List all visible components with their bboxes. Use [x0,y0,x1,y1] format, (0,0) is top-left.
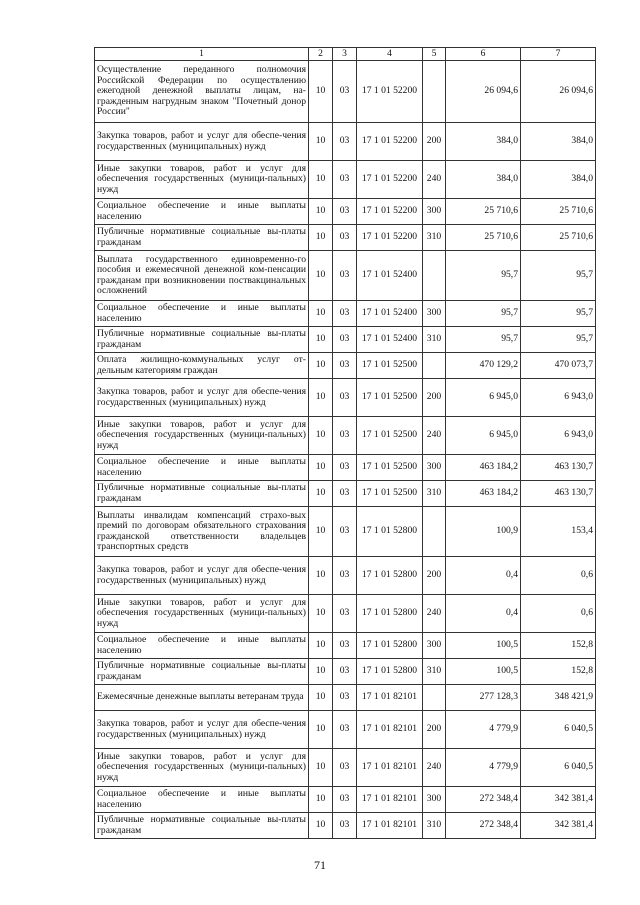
section-code-cell: 10 [309,659,333,685]
section-code-cell: 10 [309,595,333,633]
amount-col6-cell: 25 710,6 [446,199,521,225]
subsection-code-cell: 03 [333,557,357,595]
expense-type-cell: 300 [423,199,446,225]
table-row [95,301,596,327]
row-name-cell: Выплаты инвалидам компенсаций страхо-вых премий по договорам обязательного страхования гражданской ответственности владельцев транспортных средств [95,507,309,557]
section-code-cell: 10 [309,685,333,711]
section-code-cell: 10 [309,749,333,787]
row-name-cell: Оплата жилищно-коммунальных услуг от-дельным категориям граждан [95,353,309,379]
section-code-cell: 10 [309,353,333,379]
target-article-cell: 17 1 01 52200 [357,61,423,123]
target-article-cell: 17 1 01 52500 [357,417,423,455]
row-name-cell: Закупка товаров, работ и услуг для обеспе-чения государственных (муниципальных) нужд [95,557,309,595]
subsection-code-cell: 03 [333,507,357,557]
amount-col6-cell: 272 348,4 [446,787,521,813]
section-code-cell: 10 [309,123,333,161]
table-row [95,455,596,481]
target-article-cell: 17 1 01 52800 [357,595,423,633]
amount-col7-cell: 384,0 [521,123,596,161]
section-code-cell: 10 [309,711,333,749]
expense-type-cell: 200 [423,123,446,161]
expense-type-cell: 300 [423,787,446,813]
budget-table [94,47,596,839]
expense-type-cell: 310 [423,225,446,251]
row-name-cell: Иные закупки товаров, работ и услуг для обеспечения государственных (муници-пальных) нужд [95,417,309,455]
row-name-cell: Закупка товаров, работ и услуг для обеспе-чения государственных (муниципальных) нужд [95,379,309,417]
subsection-code-cell: 03 [333,633,357,659]
table-row [95,225,596,251]
subsection-code-cell: 03 [333,417,357,455]
table-row [95,199,596,225]
section-code-cell: 10 [309,481,333,507]
row-name-cell: Социальное обеспечение и иные выплаты населению [95,301,309,327]
amount-col6-cell: 272 348,4 [446,813,521,839]
amount-col6-cell: 384,0 [446,161,521,199]
target-article-cell: 17 1 01 52800 [357,659,423,685]
row-name-cell: Публичные нормативные социальные вы-платы гражданам [95,327,309,353]
amount-col6-cell: 95,7 [446,251,521,301]
amount-col6-cell: 100,5 [446,659,521,685]
table-row [95,813,596,839]
subsection-code-cell: 03 [333,123,357,161]
target-article-cell: 17 1 01 52500 [357,481,423,507]
section-code-cell: 10 [309,455,333,481]
expense-type-cell: 310 [423,813,446,839]
target-article-cell: 17 1 01 82101 [357,711,423,749]
expense-type-cell: 300 [423,633,446,659]
table-row [95,123,596,161]
header-cell: 4 [357,48,423,61]
subsection-code-cell: 03 [333,813,357,839]
amount-col7-cell: 6 040,5 [521,711,596,749]
expense-type-cell: 310 [423,659,446,685]
target-article-cell: 17 1 01 52800 [357,557,423,595]
subsection-code-cell: 03 [333,353,357,379]
target-article-cell: 17 1 01 82101 [357,685,423,711]
subsection-code-cell: 03 [333,61,357,123]
subsection-code-cell: 03 [333,251,357,301]
section-code-cell: 10 [309,61,333,123]
table-row [95,353,596,379]
amount-col6-cell: 470 129,2 [446,353,521,379]
amount-col7-cell: 0,6 [521,557,596,595]
target-article-cell: 17 1 01 52200 [357,123,423,161]
row-name-cell: Осуществление переданного полномочия Российской Федерации по осуществлению ежегодной денежной выплаты лицам, на-гражденным нагрудным знаком "Почетный донор России" [95,61,309,123]
target-article-cell: 17 1 01 52800 [357,633,423,659]
expense-type-cell: 240 [423,595,446,633]
expense-type-cell: 200 [423,711,446,749]
section-code-cell: 10 [309,199,333,225]
amount-col7-cell: 152,8 [521,633,596,659]
row-name-cell: Ежемесячные денежные выплаты ветеранам труда [95,685,309,711]
row-name-cell: Социальное обеспечение и иные выплаты населению [95,633,309,659]
target-article-cell: 17 1 01 52400 [357,251,423,301]
row-name-cell: Публичные нормативные социальные вы-платы гражданам [95,481,309,507]
table-row [95,507,596,557]
amount-col7-cell: 0,6 [521,595,596,633]
amount-col6-cell: 100,9 [446,507,521,557]
amount-col6-cell: 25 710,6 [446,225,521,251]
table-row [95,659,596,685]
expense-type-cell [423,507,446,557]
amount-col6-cell: 277 128,3 [446,685,521,711]
target-article-cell: 17 1 01 52800 [357,507,423,557]
subsection-code-cell: 03 [333,749,357,787]
amount-col7-cell: 342 381,4 [521,813,596,839]
target-article-cell: 17 1 01 52400 [357,301,423,327]
expense-type-cell: 200 [423,557,446,595]
amount-col7-cell: 26 094,6 [521,61,596,123]
row-name-cell: Социальное обеспечение и иные выплаты населению [95,199,309,225]
row-name-cell: Социальное обеспечение и иные выплаты населению [95,455,309,481]
amount-col7-cell: 6 943,0 [521,379,596,417]
subsection-code-cell: 03 [333,301,357,327]
subsection-code-cell: 03 [333,481,357,507]
amount-col6-cell: 26 094,6 [446,61,521,123]
page-number: 71 [314,858,326,872]
subsection-code-cell: 03 [333,327,357,353]
expense-type-cell: 240 [423,161,446,199]
amount-col6-cell: 6 945,0 [446,379,521,417]
expense-type-cell: 240 [423,749,446,787]
amount-col6-cell: 463 184,2 [446,481,521,507]
target-article-cell: 17 1 01 52400 [357,327,423,353]
subsection-code-cell: 03 [333,161,357,199]
table-row [95,481,596,507]
amount-col6-cell: 95,7 [446,327,521,353]
row-name-cell: Публичные нормативные социальные вы-платы гражданам [95,225,309,251]
section-code-cell: 10 [309,633,333,659]
table-row [95,685,596,711]
amount-col7-cell: 95,7 [521,301,596,327]
subsection-code-cell: 03 [333,659,357,685]
table-body [95,61,596,839]
row-name-cell: Публичные нормативные социальные вы-платы гражданам [95,659,309,685]
target-article-cell: 17 1 01 52500 [357,379,423,417]
header-cell: 1 [95,48,309,61]
amount-col7-cell: 25 710,6 [521,199,596,225]
row-name-cell: Иные закупки товаров, работ и услуг для обеспечения государственных (муници-пальных) нужд [95,161,309,199]
amount-col6-cell: 384,0 [446,123,521,161]
expense-type-cell: 300 [423,455,446,481]
table-row [95,595,596,633]
table-row [95,161,596,199]
section-code-cell: 10 [309,251,333,301]
subsection-code-cell: 03 [333,199,357,225]
section-code-cell: 10 [309,417,333,455]
table-row [95,251,596,301]
table-row [95,633,596,659]
header-cell: 5 [423,48,446,61]
target-article-cell: 17 1 01 52500 [357,455,423,481]
header-cell: 3 [333,48,357,61]
target-article-cell: 17 1 01 52200 [357,225,423,251]
section-code-cell: 10 [309,813,333,839]
subsection-code-cell: 03 [333,225,357,251]
section-code-cell: 10 [309,557,333,595]
amount-col7-cell: 6 943,0 [521,417,596,455]
amount-col7-cell: 342 381,4 [521,787,596,813]
subsection-code-cell: 03 [333,455,357,481]
amount-col6-cell: 4 779,9 [446,711,521,749]
row-name-cell: Публичные нормативные социальные вы-платы гражданам [95,813,309,839]
table-header-row [95,48,596,61]
table-row [95,557,596,595]
amount-col6-cell: 95,7 [446,301,521,327]
amount-col6-cell: 4 779,9 [446,749,521,787]
expense-type-cell [423,61,446,123]
row-name-cell: Закупка товаров, работ и услуг для обеспе-чения государственных (муниципальных) нужд [95,711,309,749]
table-row [95,787,596,813]
expense-type-cell: 300 [423,301,446,327]
subsection-code-cell: 03 [333,711,357,749]
table-row [95,417,596,455]
target-article-cell: 17 1 01 82101 [357,749,423,787]
target-article-cell: 17 1 01 52200 [357,161,423,199]
section-code-cell: 10 [309,327,333,353]
section-code-cell: 10 [309,787,333,813]
subsection-code-cell: 03 [333,685,357,711]
expense-type-cell: 310 [423,481,446,507]
target-article-cell: 17 1 01 52500 [357,353,423,379]
section-code-cell: 10 [309,161,333,199]
amount-col7-cell: 153,4 [521,507,596,557]
amount-col6-cell: 6 945,0 [446,417,521,455]
expense-type-cell: 200 [423,379,446,417]
expense-type-cell [423,685,446,711]
section-code-cell: 10 [309,379,333,417]
amount-col6-cell: 100,5 [446,633,521,659]
table-row [95,61,596,123]
expense-type-cell: 240 [423,417,446,455]
amount-col7-cell: 95,7 [521,251,596,301]
amount-col7-cell: 152,8 [521,659,596,685]
target-article-cell: 17 1 01 82101 [357,813,423,839]
amount-col7-cell: 25 710,6 [521,225,596,251]
amount-col7-cell: 470 073,7 [521,353,596,379]
row-name-cell: Социальное обеспечение и иные выплаты населению [95,787,309,813]
amount-col7-cell: 463 130,7 [521,455,596,481]
section-code-cell: 10 [309,225,333,251]
amount-col6-cell: 463 184,2 [446,455,521,481]
amount-col7-cell: 348 421,9 [521,685,596,711]
amount-col7-cell: 463 130,7 [521,481,596,507]
amount-col6-cell: 0,4 [446,595,521,633]
section-code-cell: 10 [309,301,333,327]
row-name-cell: Выплата государственного единовременно-го пособия и ежемесячной денежной ком-пенсации гражданам при возникновении поствакцинальных осложнений [95,251,309,301]
header-cell: 2 [309,48,333,61]
row-name-cell: Иные закупки товаров, работ и услуг для обеспечения государственных (муници-пальных) нужд [95,595,309,633]
row-name-cell: Иные закупки товаров, работ и услуг для обеспечения государственных (муници-пальных) нужд [95,749,309,787]
subsection-code-cell: 03 [333,595,357,633]
target-article-cell: 17 1 01 82101 [357,787,423,813]
target-article-cell: 17 1 01 52200 [357,199,423,225]
table-row [95,379,596,417]
expense-type-cell: 310 [423,327,446,353]
header-cell: 6 [446,48,521,61]
amount-col6-cell: 0,4 [446,557,521,595]
table-row [95,749,596,787]
expense-type-cell [423,353,446,379]
amount-col7-cell: 95,7 [521,327,596,353]
table-row [95,711,596,749]
header-cell: 7 [521,48,596,61]
amount-col7-cell: 384,0 [521,161,596,199]
subsection-code-cell: 03 [333,379,357,417]
section-code-cell: 10 [309,507,333,557]
subsection-code-cell: 03 [333,787,357,813]
table-row [95,327,596,353]
row-name-cell: Закупка товаров, работ и услуг для обеспе-чения государственных (муниципальных) нужд [95,123,309,161]
expense-type-cell [423,251,446,301]
amount-col7-cell: 6 040,5 [521,749,596,787]
